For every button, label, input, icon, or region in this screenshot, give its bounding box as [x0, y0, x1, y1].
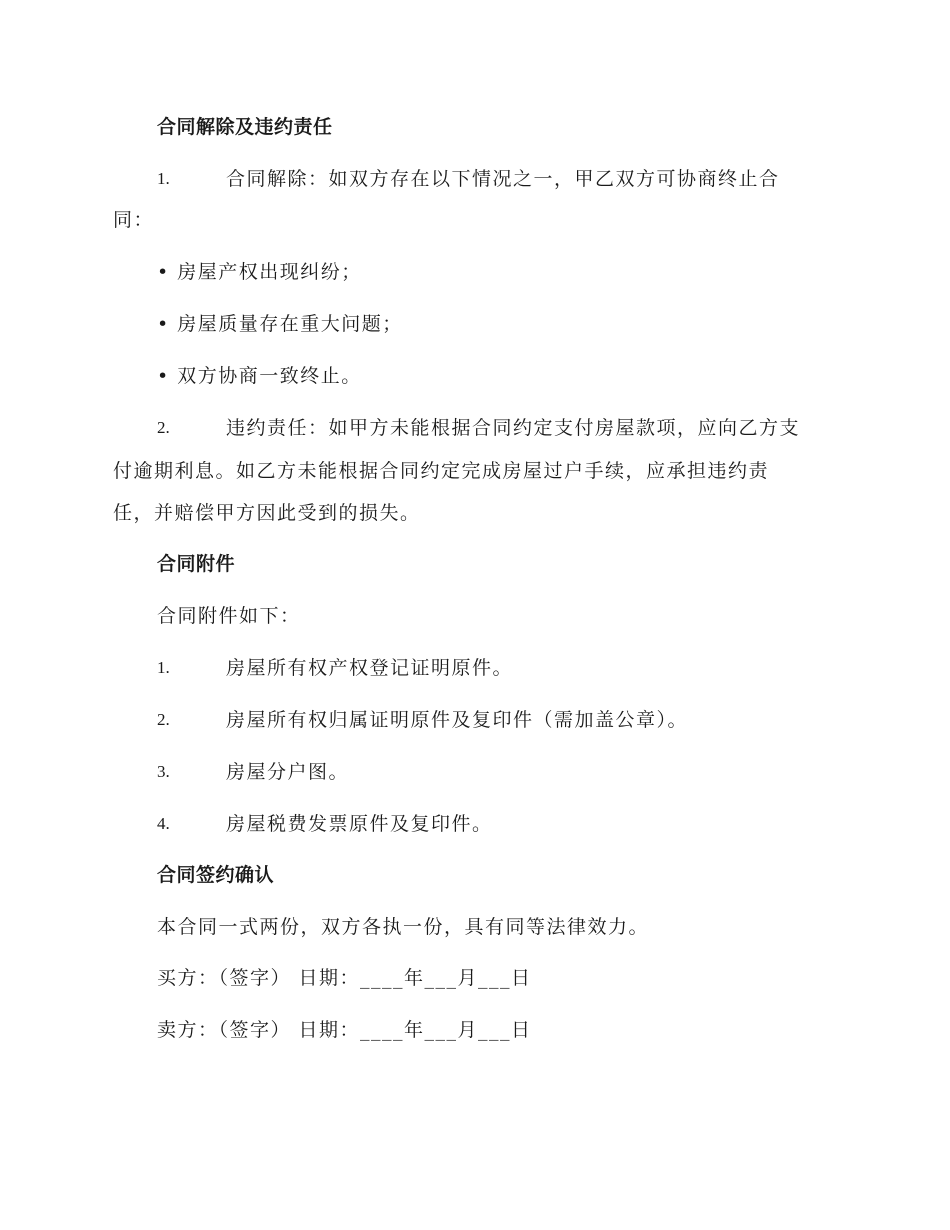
liability-text-line3: 任，并赔偿甲方因此受到的损失。 [113, 502, 421, 524]
attachment-item: 房屋所有权归属证明原件及复印件（需加盖公章）。 [226, 709, 689, 731]
section-heading-attachments: 合同附件 [157, 553, 236, 575]
bullet-item: • 房屋产权出现纠纷； [157, 261, 362, 283]
termination-text-line1: 合同解除：如双方存在以下情况之一，甲乙双方可协商终止合 [226, 168, 780, 190]
section-heading-signing: 合同签约确认 [157, 864, 275, 886]
termination-text-line2: 同： [113, 209, 155, 231]
attachments-intro: 合同附件如下： [157, 605, 301, 627]
attachment-item: 房屋分户图。 [226, 761, 350, 783]
attachment-item: 房屋税费发票原件及复印件。 [226, 813, 493, 835]
buyer-signature-line: 买方：（签字） 日期：____年___月___日 [157, 967, 532, 989]
bullet-item: • 房屋质量存在重大问题； [157, 313, 403, 335]
bullet-item: • 双方协商一致终止。 [157, 365, 362, 387]
item-number: 4. [157, 814, 170, 833]
seller-signature-line: 卖方：（签字） 日期：____年___月___日 [157, 1019, 532, 1041]
item-number: 1. [157, 658, 170, 677]
item-number: 2. [157, 710, 170, 729]
item-number: 2. [157, 418, 170, 437]
attachment-item: 房屋所有权产权登记证明原件。 [226, 657, 514, 679]
liability-text-line1: 违约责任：如甲方未能根据合同约定支付房屋款项，应向乙方支 [226, 417, 801, 439]
copies-statement: 本合同一式两份，双方各执一份，具有同等法律效力。 [157, 916, 650, 938]
item-number: 3. [157, 762, 170, 781]
section-heading-termination: 合同解除及违约责任 [157, 116, 333, 138]
liability-text-line2: 付逾期利息。如乙方未能根据合同约定完成房屋过户手续，应承担违约责 [113, 460, 770, 482]
item-number: 1. [157, 169, 170, 188]
